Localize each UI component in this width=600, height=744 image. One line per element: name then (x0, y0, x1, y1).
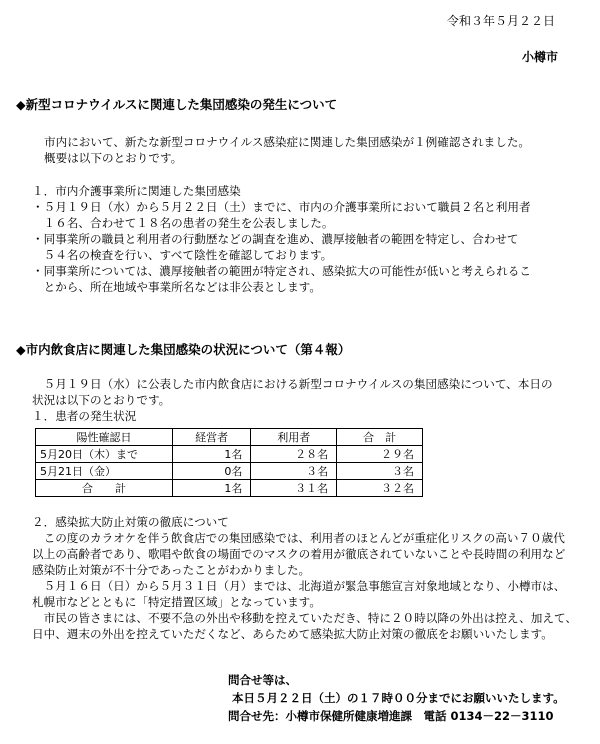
section2-item2-heading: ２．感染拡大防止対策の徹底について (32, 515, 229, 529)
table-header-cell: 合 計 (337, 429, 423, 446)
section1-intro-line-2: 概要は以下のとおりです。 (44, 151, 183, 165)
section2-paragraph-line-2: 以上の高齢者であり、歌唱や飲食の場面でのマスクの着用が徹底されていないことや長時間の利用など (32, 547, 566, 561)
document-date: 令和３年５月２２日 (447, 14, 556, 28)
section2-paragraph-line-7: 日中、週末の外出を控えていただくなど、あらためて感染拡大防止対策の徹底をお願いいたします。 (32, 627, 553, 641)
table-header-row (36, 429, 423, 446)
patient-status-table (35, 428, 423, 497)
section1-bullet-line-4: ５４名の検査を行い、すべて陰性を確認しております。 (32, 248, 333, 262)
table-row (36, 463, 423, 480)
section2-paragraph-line-3: 感染防止対策が不十分であったことがわかりました。 (32, 563, 311, 577)
section1-bullet-line-5: ・同事業所については、濃厚接触者の範囲が特定され、感染拡大の可能性が低いと考えられるこ (32, 264, 531, 278)
section1-bullet-line-1: ・５月１９日（水）から５月２２日（土）までに、市内の介護事業所において職員２名と利用者 (32, 200, 531, 214)
table-cell: ３名 (251, 463, 337, 480)
contact-deadline: 本日５月２２日（土）の１７時００分までにお願いいたします。 (232, 691, 565, 705)
issuer-name: 小樽市 (522, 50, 559, 64)
table-cell-date: 5月21日（金） (36, 463, 173, 480)
table-cell: ２８名 (251, 446, 337, 463)
section2-title: ◆市内飲食店に関連した集団感染の状況について（第４報） (16, 342, 351, 357)
section2-paragraph-line-4: ５月１６日（日）から５月３１日（月）までは、北海道が緊急事態宣言対象地域となり、小樽市は、 (32, 579, 566, 593)
table-cell: ３１名 (251, 480, 337, 497)
section2-intro-line-1: ５月１９日（水）に公表した市内飲食店における新型コロナウイルスの集団感染について、本日の (32, 377, 553, 391)
table-total-row (36, 480, 423, 497)
section2-intro-line-2: 状況は以下のとおりです。 (32, 393, 171, 407)
section1-bullet-line-2: １６名、合わせて１８名の患者の発生を公表しました。 (32, 216, 334, 230)
table-cell: ２９名 (337, 446, 423, 463)
section1-bullet-line-3: ・同事業所の職員と利用者の行動歴などの調査を進め、濃厚接触者の範囲を特定し、合わせて (32, 232, 519, 246)
table-header-cell: 陽性確認日 (36, 429, 173, 446)
section1-bullet-line-6: とから、所在地域や事業所名などは非公表とします。 (32, 280, 321, 294)
table-cell-date: 5月20日（木）まで (36, 446, 173, 463)
table-header-cell: 経営者 (173, 429, 251, 446)
contact-heading: 問合せ等は、 (228, 673, 297, 687)
contact-info: 問合せ先：小樽市保健所健康増進課 電話 0134－22－3110 (228, 709, 554, 723)
section1-intro-line-1: 市内において、新たな新型コロナウイルス感染症に関連した集団感染が１例確認されました。 (44, 135, 531, 149)
table-row (36, 446, 423, 463)
table-cell: ３２名 (337, 480, 423, 497)
section2-paragraph-line-6: 市民の皆さまには、不要不急の外出や移動を控えていただき、特に２０時以降の外出は控え、加えて、 (32, 611, 577, 625)
table-cell: 1名 (173, 480, 251, 497)
table-cell: 0名 (173, 463, 251, 480)
table-total-label: 合 計 (36, 480, 173, 497)
table-cell: ３名 (337, 463, 423, 480)
section2-paragraph-line-1: この度のカラオケを伴う飲食店での集団感染では、利用者のほとんどが重症化リスクの高い７０歳代 (32, 531, 565, 545)
section1-item-heading: １．市内介護事業所に関連した集団感染 (32, 184, 241, 198)
table-header-cell: 利用者 (251, 429, 337, 446)
section2-item1-heading: １．患者の発生状況 (32, 409, 137, 423)
table-cell: 1名 (173, 446, 251, 463)
section1-title: ◆新型コロナウイルスに関連した集団感染の発生について (16, 97, 338, 112)
section2-paragraph-line-5: 札幌市などとともに「特定措置区域」となっています。 (32, 595, 321, 609)
